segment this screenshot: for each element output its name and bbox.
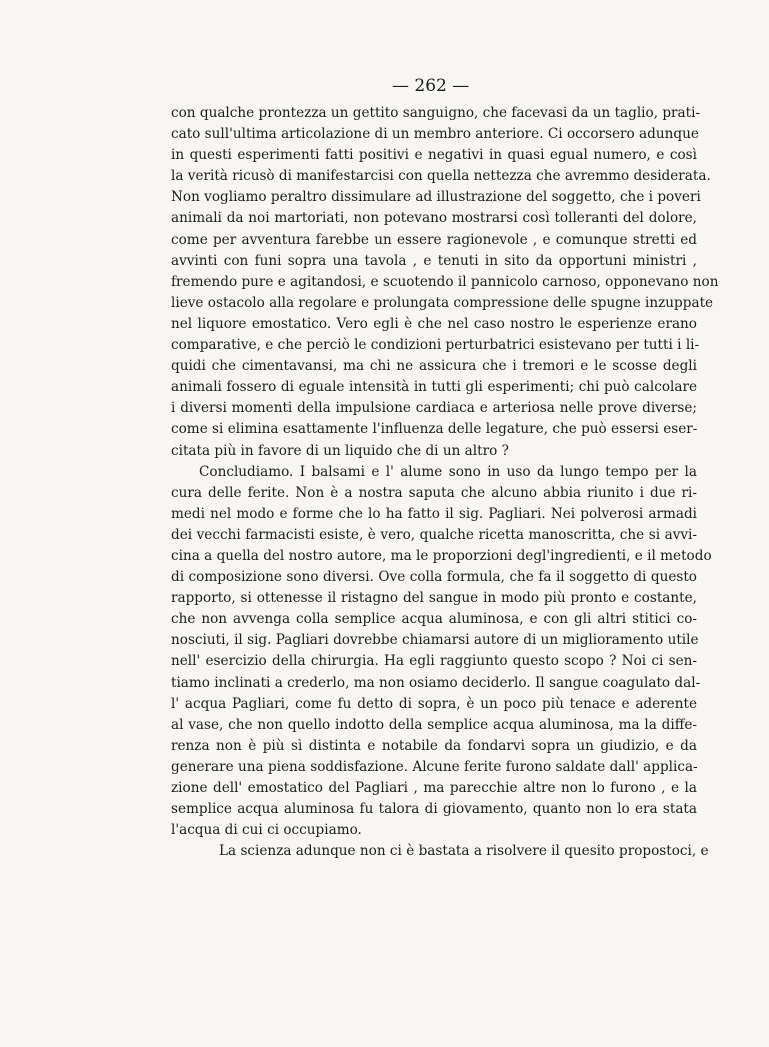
text-line: come per avventura farebbe un essere ragionevole , e comunque stretti ed [171, 231, 697, 248]
text-line: nosciuti, il sig. Pagliari dovrebbe chiamarsi autore di un miglioramento utile [171, 632, 699, 649]
text-line: rapporto, si ottenesse il ristagno del sangue in modo più pronto e costante, [171, 590, 697, 607]
text-line: tiamo inclinati a crederlo, ma non osiamo deciderlo. Il sangue coagulato dal- [171, 674, 701, 691]
paragraph-1 [171, 103, 719, 462]
text-line: al vase, che non quello indotto della semplice acqua aluminosa, ma la diffe- [171, 716, 697, 733]
text-line: medi nel modo e forme che lo ha fatto il sig. Pagliari. Nei polverosi armadi [171, 505, 697, 522]
text-line: con qualche prontezza un gettito sanguigno, che facevasi da un taglio, prati- [171, 105, 701, 121]
text-line: cina a quella del nostro autore, ma le proporzioni degl'ingredienti, e il metodo [171, 547, 712, 564]
text-line: dei vecchi farmacisti esiste, è vero, qualche ricetta manoscritta, che si avvi- [171, 526, 697, 543]
page-number: — 262 — [392, 76, 470, 96]
text-line: lieve ostacolo alla regolare e prolungata compressione delle spugne inzuppate [171, 294, 714, 311]
text-line: i diversi momenti della impulsione cardiaca e arteriosa nelle prove diverse; [171, 400, 697, 417]
text-line: zione dell' emostatico del Pagliari , ma parecchie altre non lo furono , e la [171, 780, 697, 796]
text-line: animali da noi martoriati, non potevano mostrarsi così tolleranti del dolore, [171, 210, 697, 227]
text-line: generare una piena soddisfazione. Alcune ferite furono saldate dall' applica- [171, 758, 698, 775]
text-line: animali fossero di eguale intensità in tutti gli esperimenti; chi può calcolare [171, 379, 697, 396]
text-line: in questi esperimenti fatti positivi e negativi in quasi egual numero, e così [171, 147, 697, 164]
paragraph-3 [171, 841, 709, 862]
text-line: fremendo pure e agitandosi, e scuotendo il pannicolo carnoso, opponevano non [171, 273, 719, 290]
text-line: cura delle ferite. Non è a nostra saputa che alcuno abbia riunito i due ri- [171, 484, 697, 501]
text-line: avvinti con funi sopra una tavola , e tenuti in sito da opportuni ministri , [171, 252, 697, 269]
text-line: l'acqua di cui ci occupiamo. [171, 822, 362, 839]
text-line: La scienza adunque non ci è bastata a risolvere il quesito propostoci, e [219, 843, 709, 860]
paragraph-2 [171, 462, 712, 842]
text-line: cato sull'ultima articolazione di un membro anteriore. Ci occorsero adunque [171, 126, 699, 143]
text-line: nel liquore emostatico. Vero egli è che nel caso nostro le esperienze erano [171, 315, 697, 332]
text-line: comparative, e che perciò le condizioni perturbatrici esistevano per tutti i li- [171, 337, 700, 354]
text-line: semplice acqua aluminosa fu talora di giovamento, quanto non lo era stata [171, 801, 697, 818]
text-line: che non avvenga colla semplice acqua aluminosa, e con gli altri stitici co- [171, 611, 697, 628]
text-line: di composizione sono diversi. Ove colla formula, che fa il soggetto di questo [171, 569, 697, 586]
text-line: la verità ricusò di manifestarcisi con quella nettezza che avremmo desiderata. [171, 168, 711, 185]
text-line: l' acqua Pagliari, come fu detto di sopra, è un poco più tenace e aderente [171, 695, 697, 712]
text-line: citata più in favore di un liquido che di un altro ? [171, 442, 509, 459]
body-text [171, 103, 719, 862]
text-line: quidi che cimentavansi, ma chi ne assicura che i tremori e le scosse degli [171, 358, 697, 375]
text-line: renza non è più sì distinta e notabile da fondarvi sopra un giudizio, e da [171, 737, 697, 754]
text-line: Non vogliamo peraltro dissimulare ad illustrazione del soggetto, che i poveri [171, 189, 701, 206]
text-line: come si elimina esattamente l'influenza delle legature, che può essersi eser- [171, 421, 698, 438]
text-line: Concludiamo. I balsami e l' alume sono in uso da lungo tempo per la [199, 463, 697, 480]
text-line: nell' esercizio della chirurgia. Ha egli raggiunto questo scopo ? Noi ci sen- [171, 653, 697, 670]
